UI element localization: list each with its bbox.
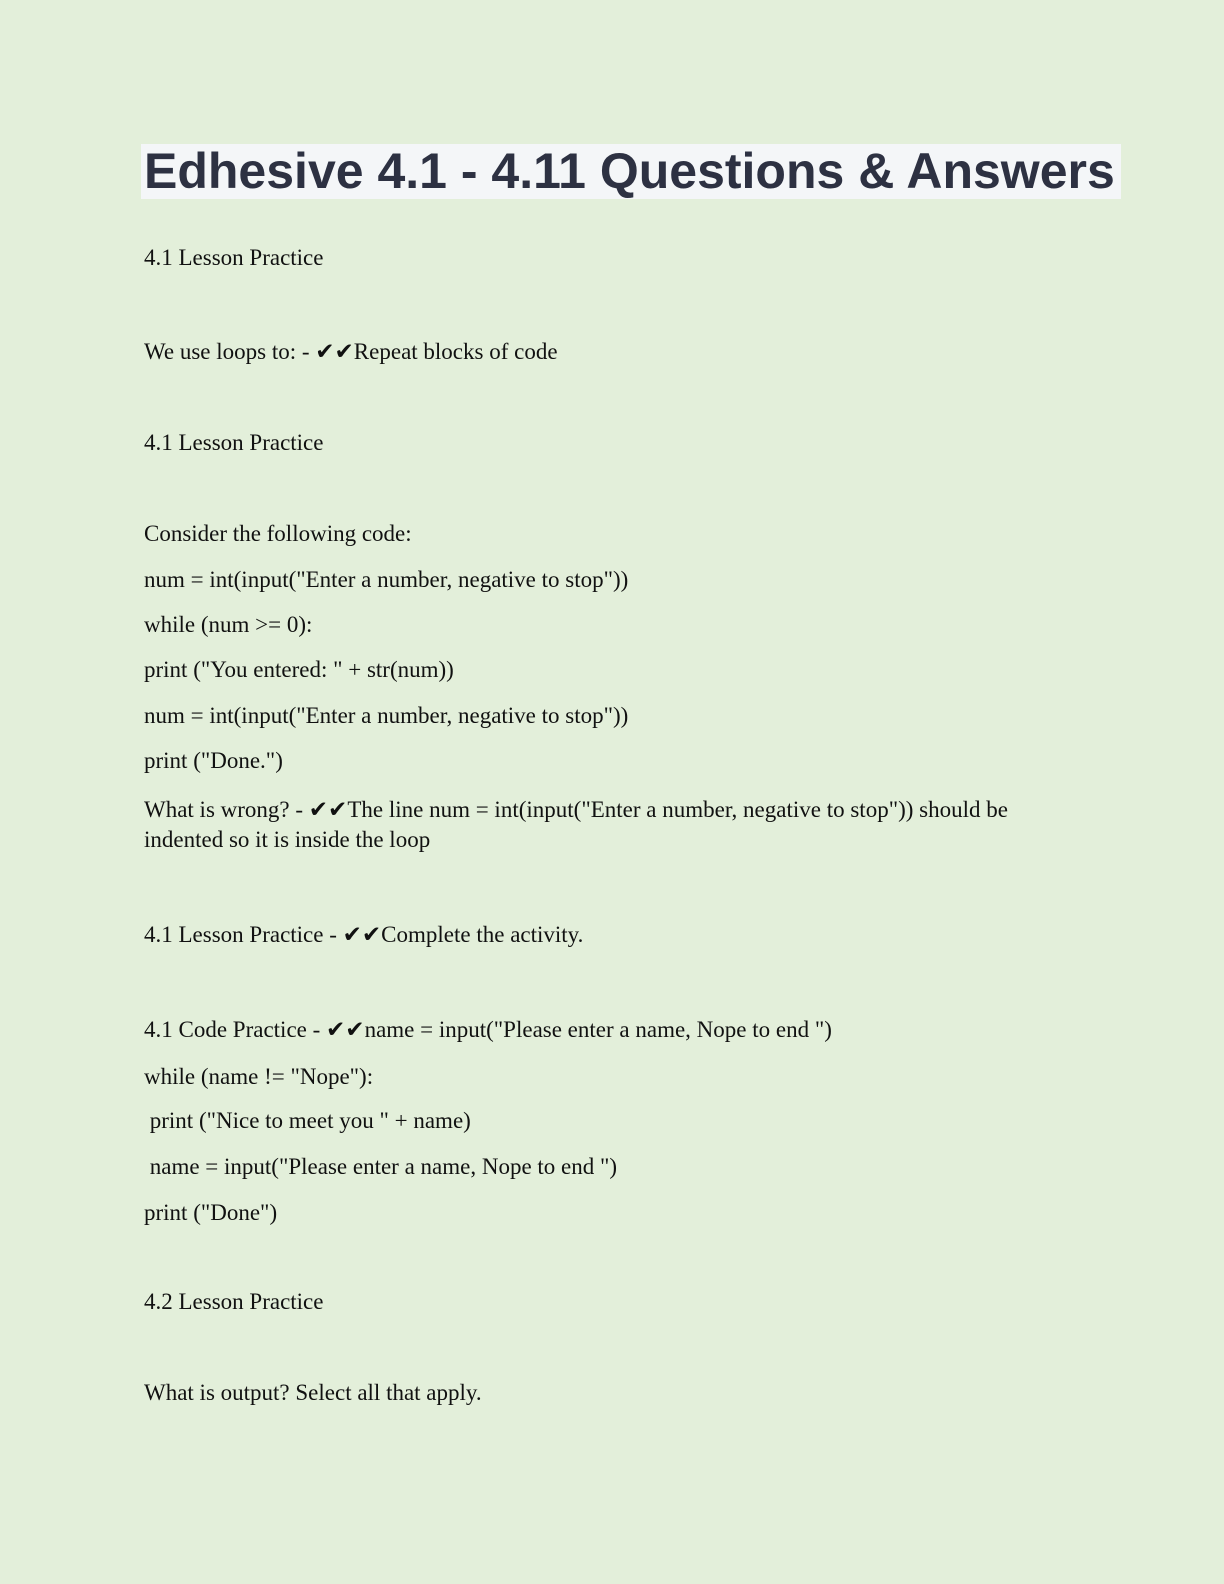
code-line: while (num >= 0):	[144, 612, 313, 637]
question-answer: We use loops to: - ✔✔Repeat blocks of code	[144, 339, 558, 364]
question-text: Consider the following code:	[144, 521, 412, 546]
question-answer: 4.1 Lesson Practice - ✔✔Complete the activity.	[144, 922, 584, 947]
section-heading: 4.1 Lesson Practice	[144, 245, 324, 270]
question-text: What is output? Select all that apply.	[144, 1380, 482, 1405]
question-answer: What is wrong? - ✔✔The line num = int(input("Enter a number, negative to stop")) should be indented so it is inside the loop	[144, 797, 1008, 852]
code-line: num = int(input("Enter a number, negative to stop"))	[144, 567, 629, 592]
code-line: num = int(input("Enter a number, negative to stop"))	[144, 703, 629, 728]
section-heading: 4.1 Lesson Practice	[144, 430, 324, 455]
question-answer: 4.1 Code Practice - ✔✔name = input("Please enter a name, Nope to end ")	[144, 1017, 832, 1042]
code-line: print ("You entered: " + str(num))	[144, 657, 454, 682]
page-title: Edhesive 4.1 - 4.11 Questions & Answers	[141, 144, 1121, 199]
code-line: while (name != "Nope"):	[144, 1064, 374, 1089]
code-line: print ("Nice to meet you " + name)	[144, 1108, 471, 1133]
code-line: print ("Done")	[144, 1200, 278, 1225]
code-line: name = input("Please enter a name, Nope to end ")	[144, 1154, 618, 1179]
section-heading: 4.2 Lesson Practice	[144, 1289, 324, 1314]
code-line: print ("Done.")	[144, 748, 283, 773]
